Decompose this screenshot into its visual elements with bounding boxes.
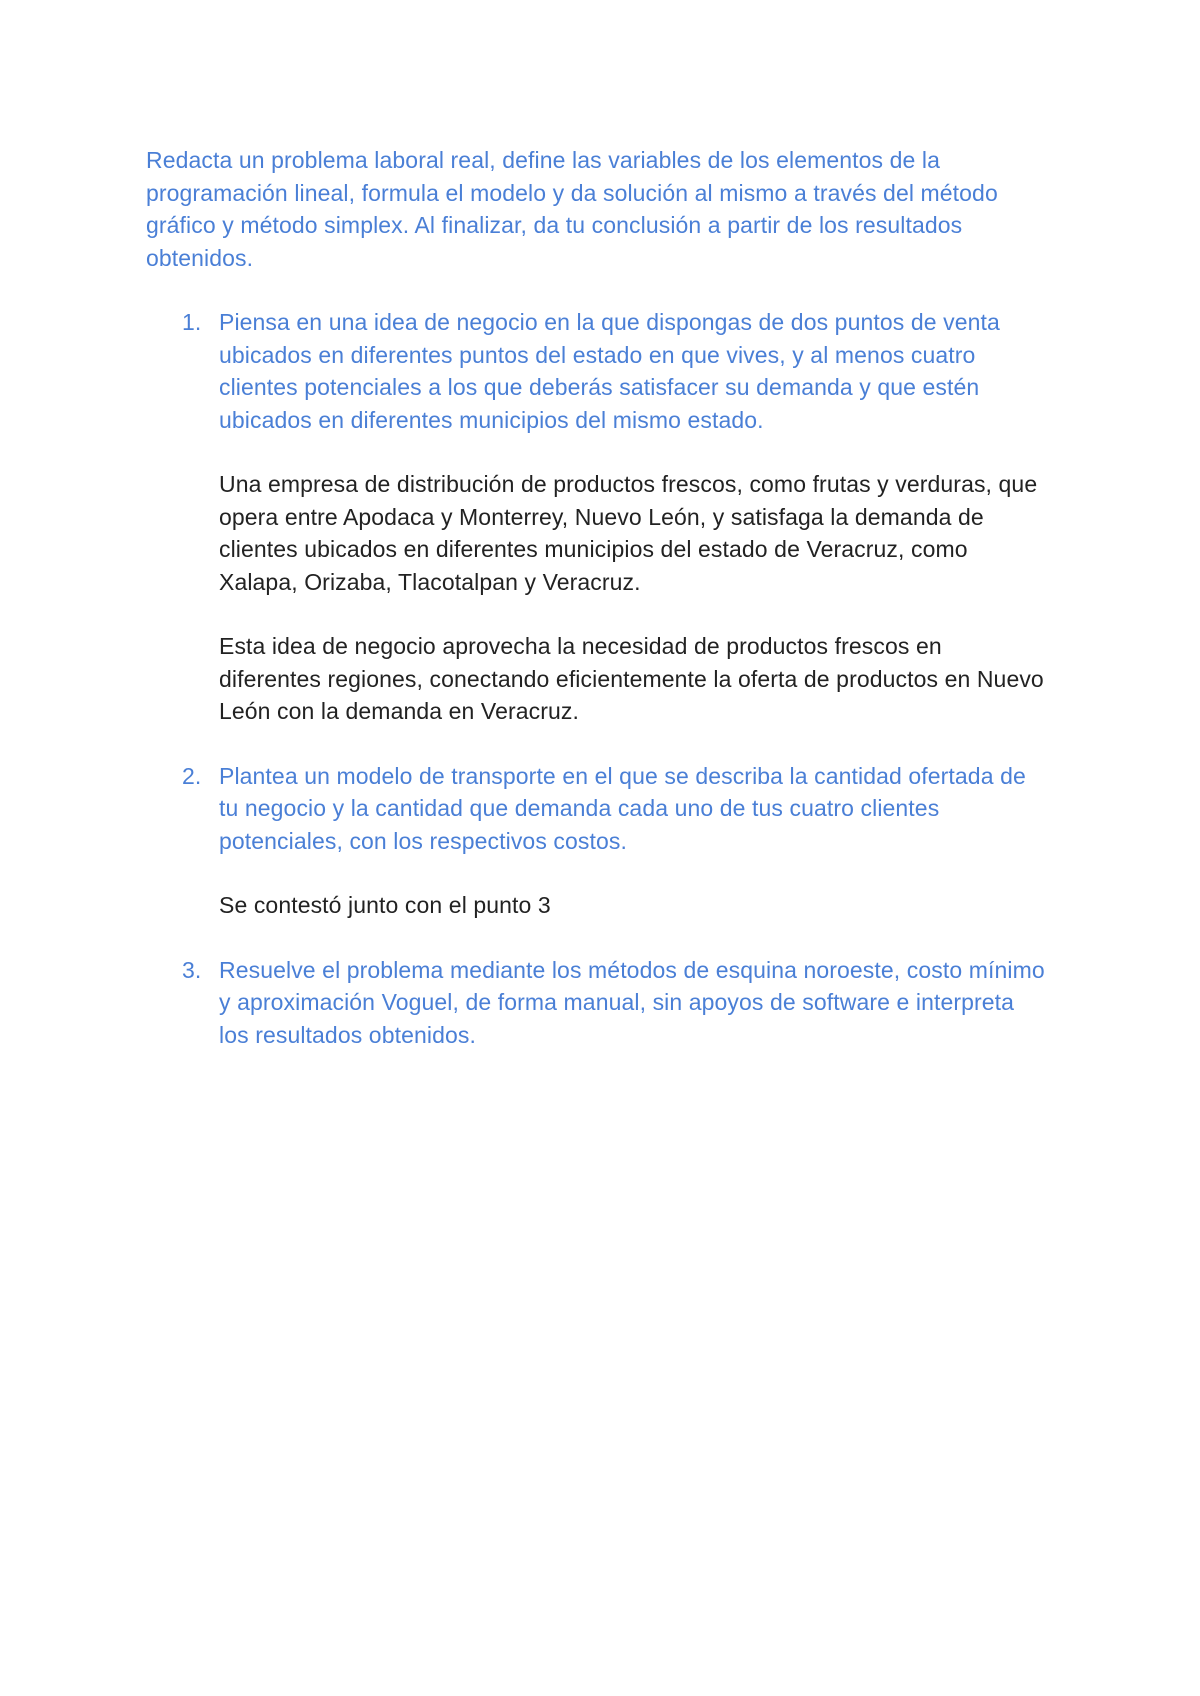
answer-paragraph: Esta idea de negocio aprovecha la necesidad de productos frescos en diferentes regiones, conectando eficientemente la oferta de productos en Nuevo León con la demanda en Veracruz. [219,633,1044,724]
answer-paragraph: Una empresa de distribución de productos frescos, como frutas y verduras, que opera entre Apodaca y Monterrey, Nuevo León, y satisfaga la demanda de clientes ubicados en diferentes municipios del estado de Veracruz, como Xalapa, Orizaba, Tlacotalpan y Veracruz. [219,471,1038,595]
item-prompt: Plantea un modelo de transporte en el que se describa la cantidad ofertada de tu negocio y la cantidad que demanda cada uno de tus cuatro clientes potenciales, con los respectivos costos. [219,762,1026,854]
list-item [146,954,1046,1052]
item-number: 1. [182,309,202,335]
list-item [146,760,1046,922]
task-list [146,306,1046,1051]
item-number: 3. [182,956,202,983]
item-prompt: Piensa en una idea de negocio en la que dispongas de dos puntos de venta ubicados en diferentes puntos del estado en que vives, y al menos cuatro clientes potenciales a los que deberás satisfacer su demanda y que estén ubicados en diferentes municipios del mismo estado. [219,309,1000,433]
item-prompt: Resuelve el problema mediante los métodos de esquina noroeste, costo mínimo y aproximación Voguel, de forma manual, sin apoyos de software e interpreta los resultados obtenidos. [219,956,1045,1048]
answer-paragraph: Se contestó junto con el punto 3 [219,892,551,918]
document-body [146,144,1046,1083]
list-item [146,306,1046,728]
intro-paragraph: Redacta un problema laboral real, define las variables de los elementos de la programación lineal, formula el modelo y da solución al mismo a través del método gráfico y método simplex. Al finalizar, da tu conclusión a partir de los resultados obtenidos. [146,147,998,271]
item-number: 2. [182,762,202,789]
